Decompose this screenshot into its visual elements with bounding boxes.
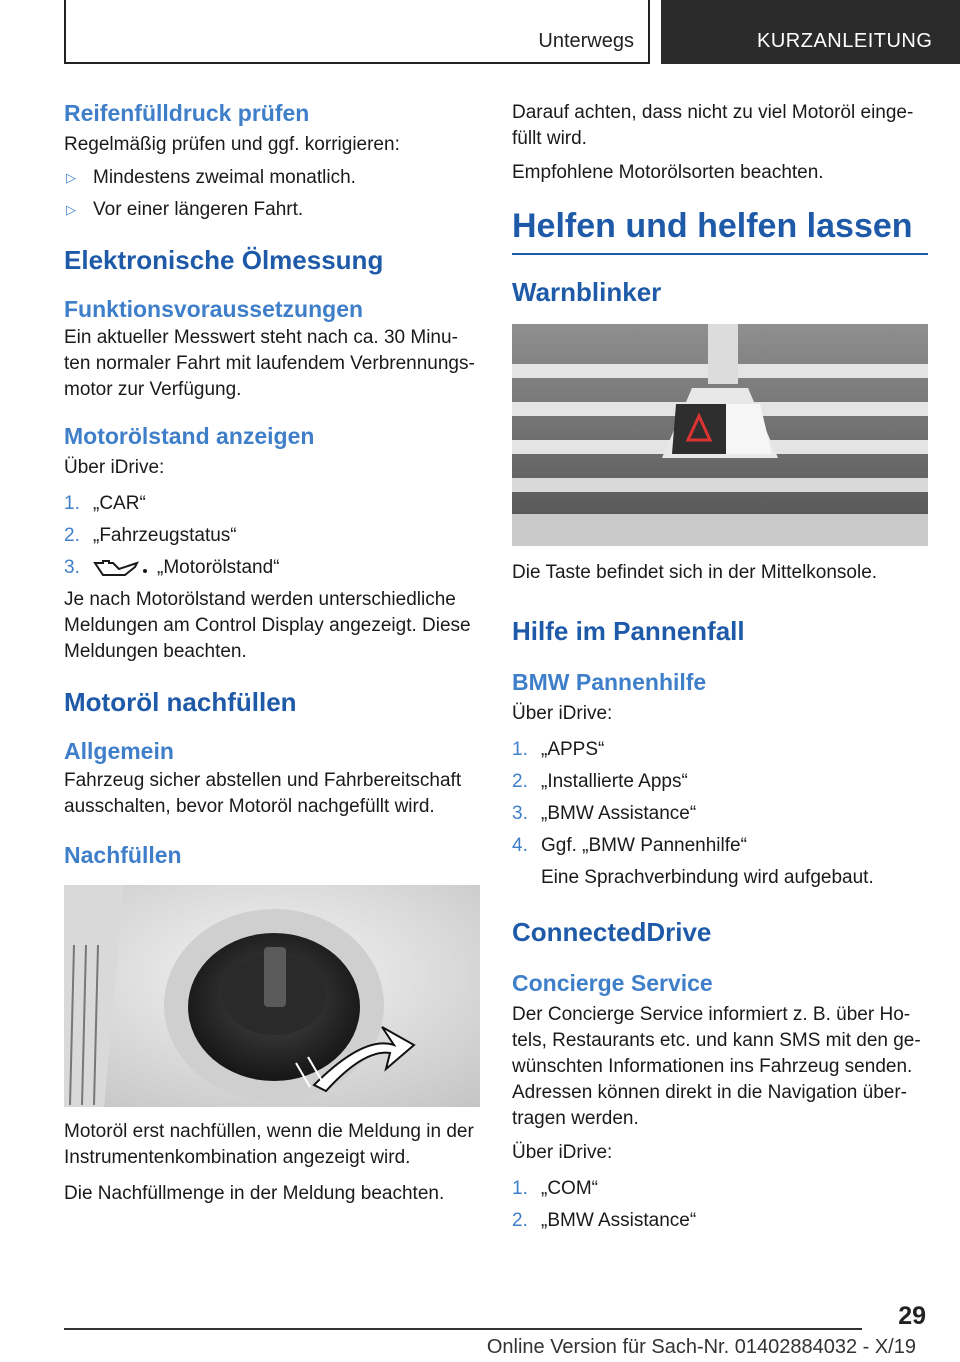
text-sprachverbindung: Eine Sprachverbindung wird aufgebaut. bbox=[541, 866, 874, 888]
header-section-label: Unterwegs bbox=[538, 30, 634, 52]
text-nachfuellmenge: Die Nachfüllmenge in der Meldung beachten. bbox=[64, 1183, 445, 1205]
step-text: „BMW Assistance“ bbox=[541, 802, 697, 824]
heading-concierge-service: Concierge Service bbox=[512, 969, 713, 996]
heading-connecteddrive: ConnectedDrive bbox=[512, 916, 712, 947]
header-chapter-tab bbox=[661, 0, 960, 64]
page-number: 29 bbox=[898, 1302, 926, 1330]
step-number: 2. bbox=[512, 1209, 528, 1231]
text-erst-nachfuellen: Motoröl erst nachfüllen, wenn die Meldung in der Instrumentenkombination angezeigt wird. bbox=[64, 1121, 474, 1169]
text-funktion: Ein aktueller Messwert steht nach ca. 30 Minu-ten normaler Fahrt mit laufendem Verbrennungs-motor zur Verfügung. bbox=[64, 327, 475, 401]
step-text: „COM“ bbox=[541, 1177, 598, 1199]
step-text: „Fahrzeugstatus“ bbox=[93, 524, 237, 546]
header-section-tab bbox=[64, 0, 650, 64]
heading-motoroelstand-anzeigen: Motorölstand anzeigen bbox=[64, 423, 315, 450]
text-meldungen: Je nach Motorölstand werden unterschiedliche Meldungen am Control Display angezeigt. Diese Meldungen beachten. bbox=[64, 588, 471, 662]
bullet-text: Mindestens zweimal monatlich. bbox=[93, 166, 356, 188]
heading-helfen-und-helfen-lassen: Helfen und helfen lassen bbox=[512, 206, 928, 255]
step-text: „Installierte Apps“ bbox=[541, 770, 688, 792]
bullet-marker-icon: ▷ bbox=[66, 169, 76, 185]
step-text: „BMW Assistance“ bbox=[541, 1209, 697, 1231]
text-allgemein: Fahrzeug sicher abstellen und Fahrbereitschaft ausschalten, bevor Motoröl nachgefüllt wird. bbox=[64, 769, 462, 817]
list-item bbox=[512, 833, 928, 859]
heading-allgemein: Allgemein bbox=[64, 738, 174, 765]
list-item bbox=[512, 801, 928, 827]
left-column bbox=[64, 100, 480, 1207]
step-number: 1. bbox=[512, 738, 528, 760]
bullet-text: Vor einer längeren Fahrt. bbox=[93, 198, 304, 220]
list-item bbox=[512, 769, 928, 795]
footer-divider bbox=[64, 1328, 862, 1330]
text-idrive: Über iDrive: bbox=[64, 456, 165, 478]
text-darauf-achten: Darauf achten, dass nicht zu viel Motoröl einge-füllt wird. bbox=[512, 102, 914, 149]
text-idrive: Über iDrive: bbox=[512, 1141, 613, 1163]
step-number: 2. bbox=[512, 770, 528, 792]
oil-filler-cap-image bbox=[64, 885, 480, 1107]
step-number: 3. bbox=[64, 556, 80, 578]
oil-can-icon bbox=[93, 557, 149, 579]
step-text: „Motorölstand“ bbox=[157, 556, 280, 578]
heading-motoroel-nachfuellen: Motoröl nachfüllen bbox=[64, 686, 297, 717]
heading-warnblinker: Warnblinker bbox=[512, 276, 662, 307]
step-number: 2. bbox=[64, 524, 80, 546]
text-reifen: Regelmäßig prüfen und ggf. korrigieren: bbox=[64, 133, 400, 155]
list-item bbox=[512, 737, 928, 763]
step-text: „CAR“ bbox=[93, 492, 146, 514]
text-concierge: Der Concierge Service informiert z. B. über Ho-tels, Restaurants etc. und kann SMS mit den ge-wünschten Informationen ins Fahrzeug senden. Adressen können direkt in die Navigation über-tragen werden. bbox=[512, 1003, 921, 1129]
step-number: 4. bbox=[512, 834, 528, 856]
step-number: 1. bbox=[64, 492, 80, 514]
heading-reifenfuelldruck: Reifenfülldruck prüfen bbox=[64, 100, 310, 126]
list-item bbox=[512, 1176, 928, 1202]
right-column bbox=[512, 100, 928, 1234]
step-number: 1. bbox=[512, 1177, 528, 1199]
text-idrive: Über iDrive: bbox=[512, 702, 613, 724]
heading-elektronische-oelmessung: Elektronische Ölmessung bbox=[64, 244, 384, 275]
list-item bbox=[64, 197, 480, 223]
bullet-marker-icon: ▷ bbox=[66, 201, 76, 217]
footer-text: Online Version für Sach-Nr. 01402884032 - X/19 bbox=[486, 1336, 916, 1358]
heading-funktionsvoraussetzungen: Funktionsvoraussetzungen bbox=[64, 295, 364, 322]
list-item bbox=[64, 165, 480, 191]
list-item bbox=[64, 555, 480, 581]
step-text: Ggf. „BMW Pannenhilfe“ bbox=[541, 834, 747, 856]
header-chapter-label: KURZANLEITUNG bbox=[757, 30, 933, 52]
list-item bbox=[64, 491, 480, 517]
list-item bbox=[64, 523, 480, 549]
step-number: 3. bbox=[512, 802, 528, 824]
step-text: „APPS“ bbox=[541, 738, 605, 760]
heading-nachfuellen: Nachfüllen bbox=[64, 841, 182, 868]
text-taste: Die Taste befindet sich in der Mittelkonsole. bbox=[512, 561, 878, 583]
list-item bbox=[512, 1208, 928, 1234]
heading-hilfe-im-pannenfall: Hilfe im Pannenfall bbox=[512, 615, 745, 646]
hazard-button-image bbox=[512, 324, 928, 546]
text-empfohlene: Empfohlene Motorölsorten beachten. bbox=[512, 162, 824, 183]
heading-bmw-pannenhilfe: BMW Pannenhilfe bbox=[512, 669, 707, 696]
